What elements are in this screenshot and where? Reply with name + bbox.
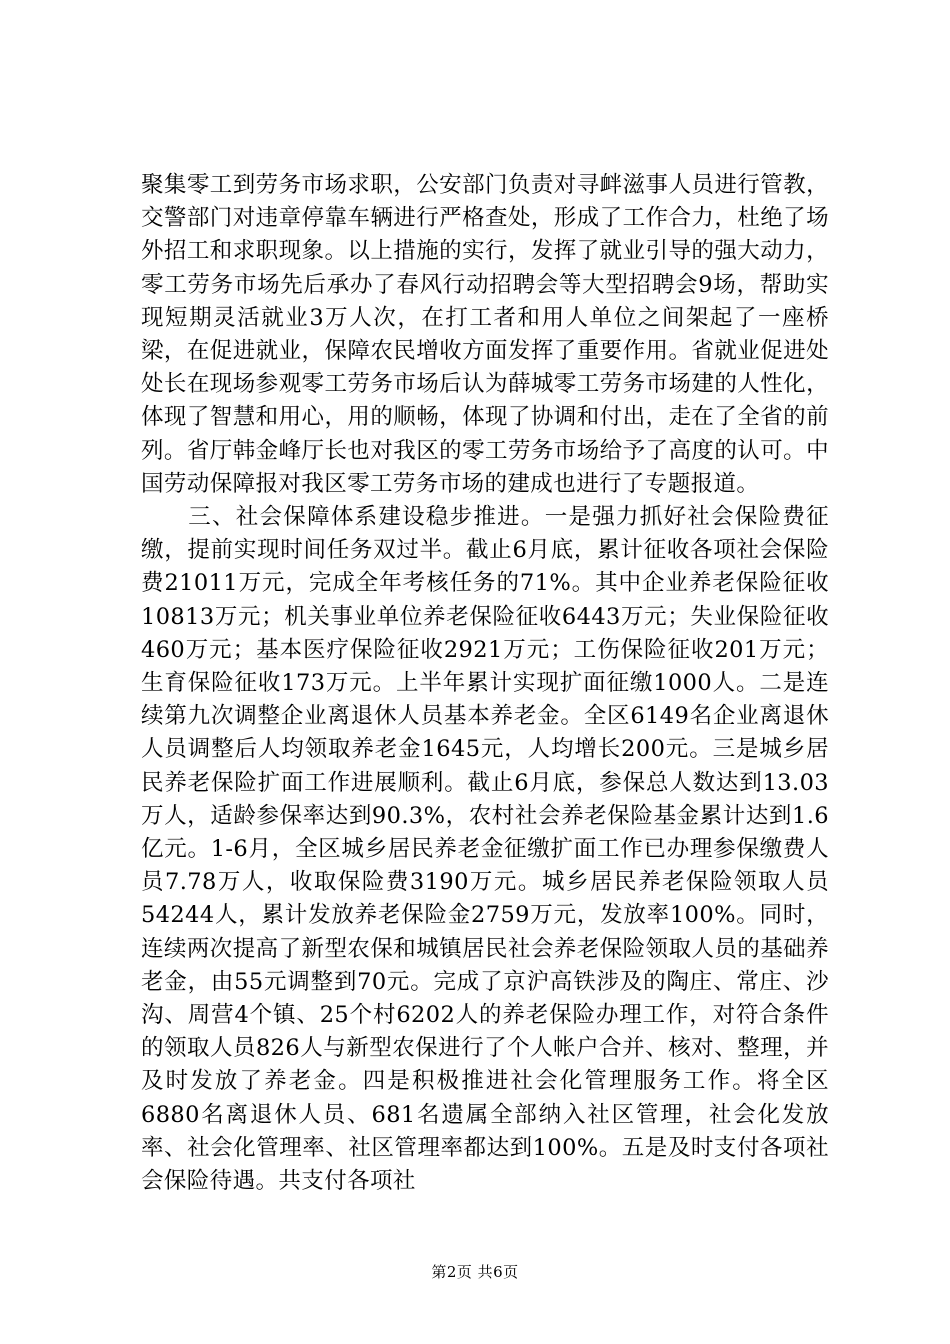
page-footer — [0, 1262, 950, 1282]
paragraph-social-security: 三、社会保障体系建设稳步推进。一是强力抓好社会保险费征缴，提前实现时间任务双过半。截止6月底，累计征收各项社会保险费21011万元，完成全年考核任务的71%。其中企业养老保险征收10813万元；机关事业单位养老保险征收6443万元；失业保险征收460万元；基本医疗保险征收2921万元；工伤保险征收201万元；生育保险征收173万元。上半年累计实现扩面征缴1000人。二是连续第九次调整企业离退休人员基本养老金。全区6149名企业离退休人员调整后人均领取养老金1645元，人均增长200元。三是城乡居民养老保险扩面工作进展顺利。截止6月底，参保总人数达到13.03万人，适龄参保率达到90.3%，农村社会养老保险基金累计达到1.6亿元。1-6月，全区城乡居民养老金征缴扩面工作已办理参保缴费人员7.78万人，收取保险费3190万元。城乡居民养老保险领取人员54244人，累计发放养老保险金2759万元，发放率100%。同时，连续两次提高了新型农保和城镇居民社会养老保险领取人员的基础养老金，由55元调整到70元。完成了京沪高铁涉及的陶庄、常庄、沙沟、周营4个镇、25个村6202人的养老保险办理工作，对符合条件的领取人员826人与新型农保进行了个人帐户合并、核对、整理，并及时发放了养老金。四是积极推进社会化管理服务工作。将全区6880名离退休人员、681名遗属全部纳入社区管理，社会化发放率、社会化管理率、社区管理率都达到100%。五是及时支付各项社会保险待遇。共支付各项社 — [141, 504, 829, 1195]
paragraph-labor-market: 聚集零工到劳务市场求职，公安部门负责对寻衅滋事人员进行管教，交警部门对违章停靠车辆进行严格查处，形成了工作合力，杜绝了场外招工和求职现象。以上措施的实行，发挥了就业引导的强大动力，零工劳务市场先后承办了春风行动招聘会等大型招聘会9场，帮助实现短期灵活就业3万人次，在打工者和用人单位之间架起了一座桥梁，在促进就业，保障农民增收方面发挥了重要作用。省就业促进处处长在现场参观零工劳务市场后认为薛城零工劳务市场建的人性化，体现了智慧和用心，用的顺畅，体现了协调和付出，走在了全省的前列。省厅韩金峰厅长也对我区的零工劳务市场给予了高度的认可。中国劳动保障报对我区零工劳务市场的建成也进行了专题报道。 — [141, 172, 829, 497]
document-body — [141, 169, 829, 1198]
page-number: 第2页 共6页 — [431, 1263, 519, 1281]
